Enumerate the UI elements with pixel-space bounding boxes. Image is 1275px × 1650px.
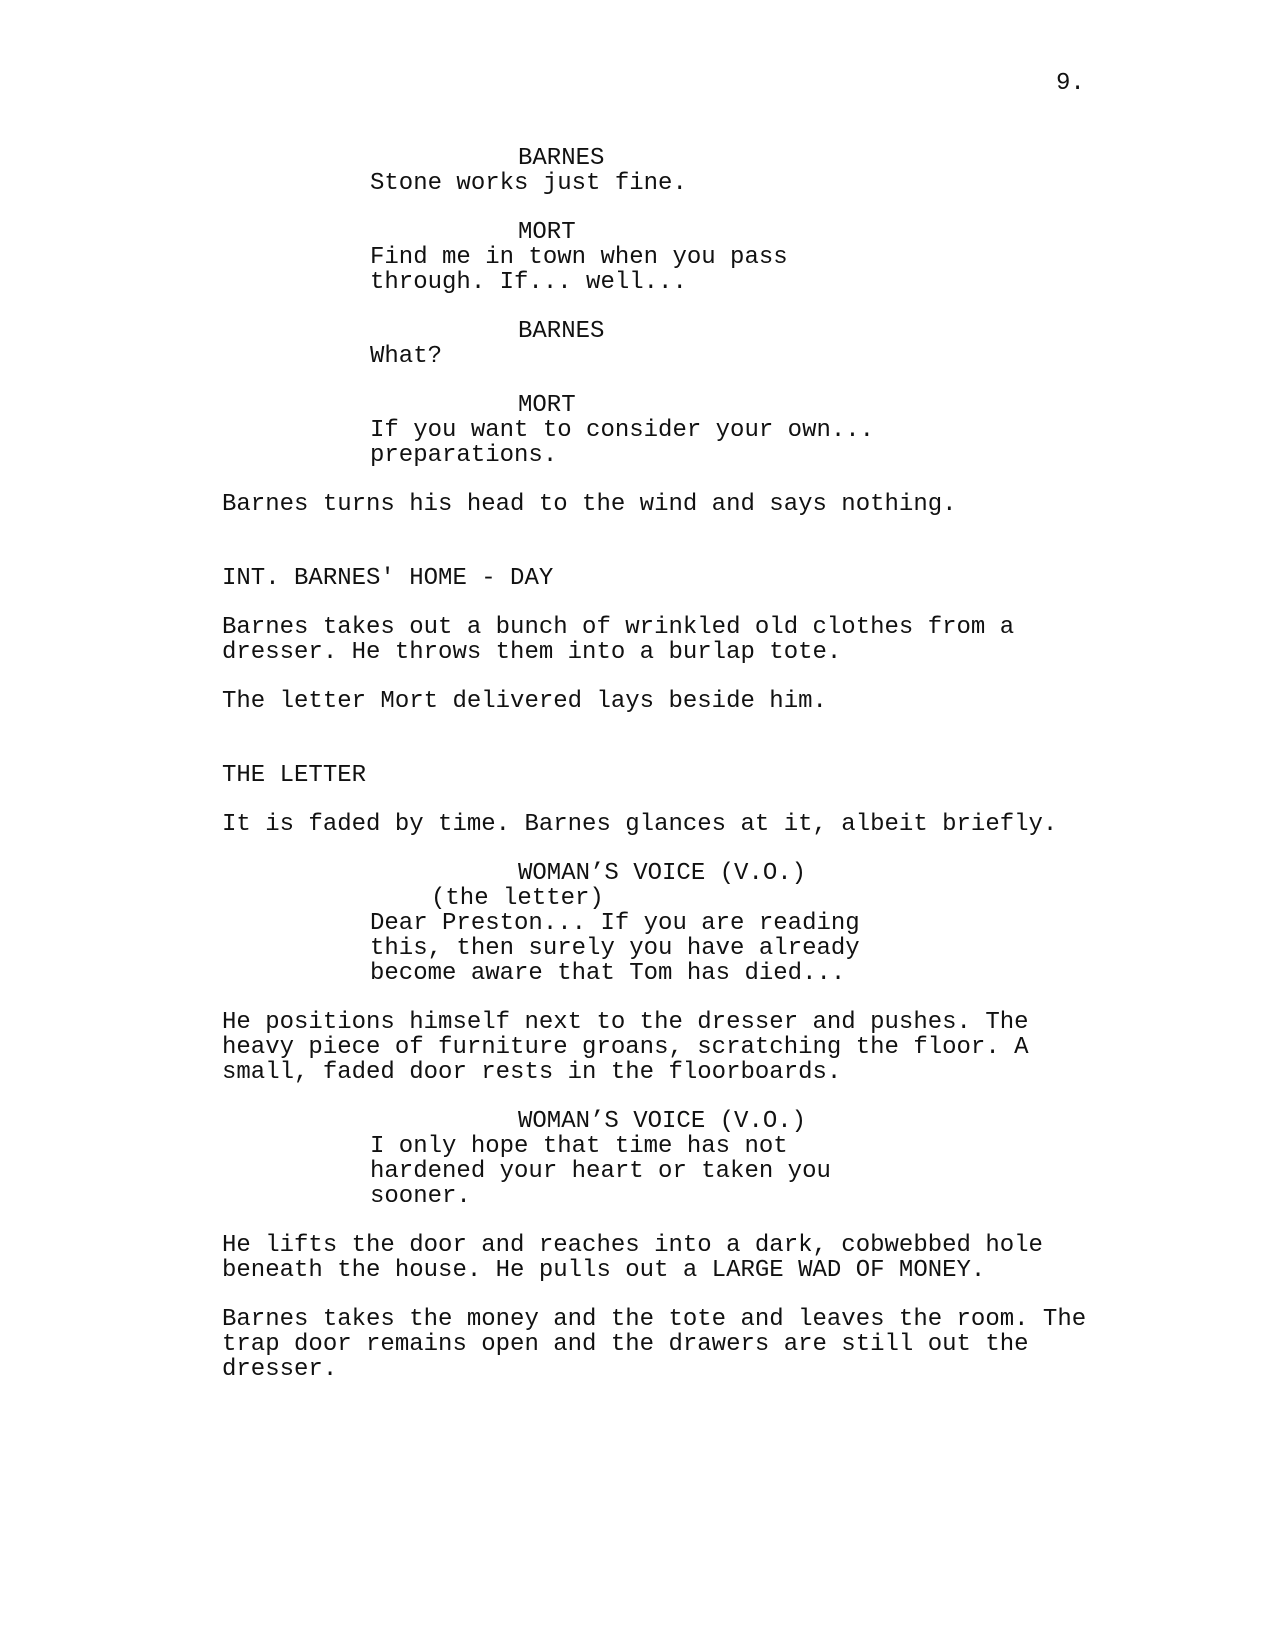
dialogue-line: Dear Preston... If you are reading	[370, 910, 860, 937]
character-name: WOMAN’S VOICE (V.O.)	[518, 1108, 807, 1135]
character-name: MORT	[518, 219, 576, 246]
character-name: MORT	[518, 392, 576, 419]
action-line: It is faded by time. Barnes glances at it, albeit briefly.	[222, 811, 1058, 838]
character-name: BARNES	[518, 145, 605, 172]
action-line: small, faded door rests in the floorboards.	[222, 1059, 842, 1086]
dialogue-line: this, then surely you have already	[370, 935, 860, 962]
action-line: Barnes takes out a bunch of wrinkled old clothes from a	[222, 614, 1015, 641]
action-line: Barnes takes the money and the tote and leaves the room. The	[222, 1306, 1087, 1333]
dialogue-line: become aware that Tom has died...	[370, 960, 846, 987]
dialogue-line: through. If... well...	[370, 269, 687, 296]
dialogue-line: hardened your heart or taken you	[370, 1158, 831, 1185]
dialogue-line: If you want to consider your own...	[370, 417, 875, 444]
page-number: 9.	[1056, 70, 1085, 97]
scene-heading: THE LETTER	[222, 762, 367, 789]
scene-heading: INT. BARNES' HOME - DAY	[222, 565, 554, 592]
dialogue-line: What?	[370, 343, 443, 370]
action-line: He positions himself next to the dresser and pushes. The	[222, 1009, 1029, 1036]
dialogue-line: sooner.	[370, 1183, 471, 1210]
action-line: trap door remains open and the drawers are still out the	[222, 1331, 1029, 1358]
action-line: The letter Mort delivered lays beside him.	[222, 688, 827, 715]
parenthetical: (the letter)	[431, 885, 604, 912]
action-line: beneath the house. He pulls out a LARGE WAD OF MONEY.	[222, 1257, 986, 1284]
character-name: WOMAN’S VOICE (V.O.)	[518, 860, 807, 887]
action-line: dresser. He throws them into a burlap tote.	[222, 639, 842, 666]
dialogue-line: Find me in town when you pass	[370, 244, 788, 271]
character-name: BARNES	[518, 318, 605, 345]
dialogue-line: preparations.	[370, 442, 558, 469]
action-line: dresser.	[222, 1356, 338, 1383]
dialogue-line: I only hope that time has not	[370, 1133, 788, 1160]
action-line: heavy piece of furniture groans, scratching the floor. A	[222, 1034, 1029, 1061]
dialogue-line: Stone works just fine.	[370, 170, 687, 197]
action-line: Barnes turns his head to the wind and says nothing.	[222, 491, 957, 518]
action-line: He lifts the door and reaches into a dark, cobwebbed hole	[222, 1232, 1043, 1259]
